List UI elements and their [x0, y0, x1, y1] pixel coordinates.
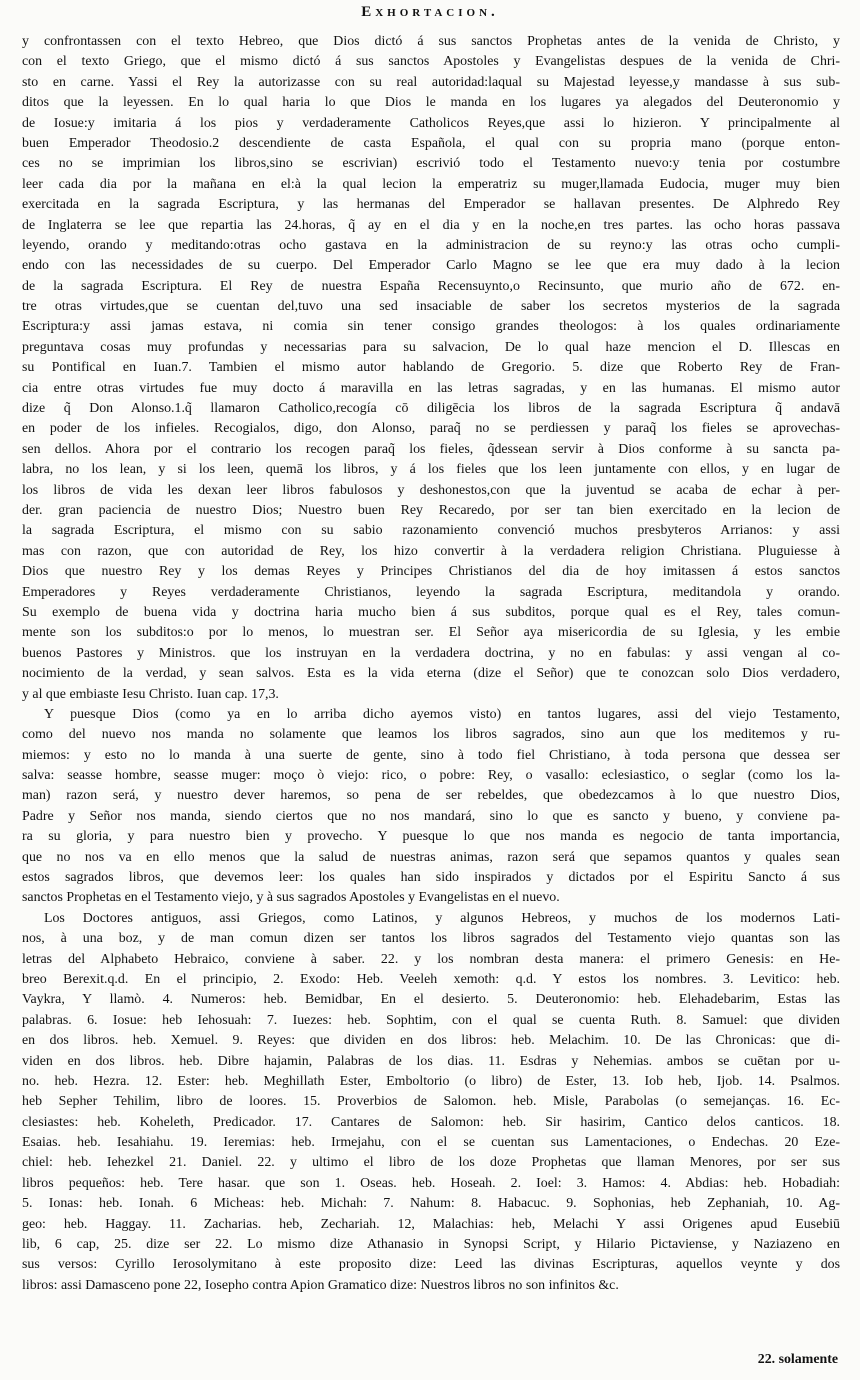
text-line: buenos Pastores y Ministros. que los instruyan en la verdadera doctrina, y no en fabulas: y assi vengan al co-: [22, 645, 840, 661]
text-line: der. gran paciencia de nuestro Dios; Nuestro buen Rey Recaredo, por ser tan bien exercitado en la lecion de: [22, 502, 840, 518]
text-line: letras del Alphabeto Hebraico, conviene à saber. 22. y los nombran desta manera: el primero Genesis: en He-: [22, 951, 840, 967]
text-line: libros: assi Damasceno pone 22, Iosepho contra Apion Gramatico dize: Nuestros libros no son infinitos &c.: [22, 1277, 619, 1293]
text-line: de Iosue:y imitaria á los pios y verdaderamente Catholicos Reyes,que assi lo hizieron. Y principalmente al: [22, 115, 840, 131]
text-line: ces no se imprimian los libros,sino se escrivian) escrivió todo el Testamento nuevo:y tenia por costumbre: [22, 156, 840, 172]
running-header: Exhortacion.: [361, 4, 499, 20]
text-line: leer cada dia por la mañana en el:à la qual lecion la emperatriz su muger,llamada Eudocia, muger muy bien: [22, 176, 840, 192]
paragraph-3: [22, 909, 840, 1296]
body-text: [22, 32, 840, 1296]
catchword: 22. solamente: [757, 1352, 838, 1367]
text-line: con el texto Griego, que el mismo dictó á sus sanctos Apostoles y Evangelistas despues de la venida de Chri-: [22, 54, 840, 70]
text-line: mas con razon, que con autoridad de Rey, los hizo convertir à la verdadera religion Christiana. Pluguiesse à: [22, 543, 840, 559]
text-line: salva: seasse hombre, seasse muger: moço ò viejo: rico, o pobre: Rey, o vasallo: eclesiastico, o seglar (como los la-: [22, 768, 840, 784]
text-line: endo con las necessidades de su cuerpo. Del Emperador Carlo Magno se lee que era muy dado à la lecion: [22, 258, 840, 274]
text-line: no. heb. Hezra. 12. Ester: heb. Meghillath Ester, Emboltorio (o libro) de Ester, 13. Iob heb, Ijob. 14. Psalmos.: [22, 1073, 840, 1089]
text-line: cia entre otras virtudes fue muy docto á maravilla en las letras sagradas, y en las humanas. El mismo autor: [22, 380, 840, 396]
text-line: exercitada en la sagrada Escriptura, y las hermanas del Emperador se hallavan presentes. De Alphredo Rey: [22, 197, 840, 213]
text-line: sen dellos. Ahora por el contrario los recogen paraq̃ los fieles, q̃dessean servir à Dios conforme à su sancta pa-: [22, 441, 840, 457]
text-line: palabras. 6. Iosue: heb Iehosuah: 7. Iuezes: heb. Sophtim, con el qual se cuenta Ruth. 8. Samuel: que dividen: [22, 1012, 840, 1028]
text-line: nocimiento de la verdad, y sean salvos. Esta es la vida eterna (dize el Señor) que te conozcan solo Dios verdadero,: [22, 666, 840, 682]
text-line: geo: heb. Haggay. 11. Zacharias. heb, Zechariah. 12, Malachias: heb, Melachi Y assi Origenes apud Eusebiū: [22, 1216, 840, 1232]
text-line: Y puesque Dios (como ya en lo arriba dicho ayemos visto) en tantos lugares, assi del viejo Testamento,: [44, 706, 840, 722]
text-line: buen Emperador Theodosio.2 descendiente de casta Española, el qual con su propria mano (porque enton-: [22, 135, 840, 151]
text-line: sanctos Prophetas en el Testamento viejo, y à sus sagrados Apostoles y Evangelistas en el nuevo.: [22, 890, 560, 906]
text-line: Padre y Señor nos manda, siendo ciertos que no nos mandará, sino lo que es sancto y bueno, y conviene pa-: [22, 808, 840, 824]
text-line: la sagrada Escriptura, el mismo con su sabio razonamiento convenció muchos presbyteros Arrianos: y assi: [22, 523, 840, 539]
text-line: Los Doctores antiguos, assi Griegos, como Latinos, y algunos Hebreos, y muchos de los modernos Lati-: [44, 910, 840, 926]
text-line: sto en carne. Yassi el Rey la autorizasse con su real autoridad:laqual su Majestad leyesse,y mandasse à sus sub-: [22, 74, 840, 90]
text-line: en dos libros. heb. Xemuel. 9. Reyes: que dividen en dos libros: heb. Melachim. 10. De las Chronicas: que di-: [22, 1033, 840, 1049]
text-line: Emperadores y Reyes verdaderamente Christianos, leyendo la sagrada Escriptura, meditandola y orando.: [22, 584, 840, 600]
text-line: man) razon será, y nuestro dever haremos, so pena de ser rebeldes, que obedezcamos à lo que nuestro Dios,: [22, 788, 840, 804]
text-line: leyendo, orando y meditando:otras ocho gastava en la administracion de su reyno:y las otras ocho cumpli-: [22, 237, 840, 253]
text-line: heb Sepher Tehilim, libro de loores. 15. Proverbios de Salomon. heb. Misle, Parabolas (o semejanças. 16. Ec-: [22, 1094, 840, 1110]
text-line: estos sagrados libros, que devemos leer: los quales han sido inspirados y dictados por el Espiritu Sancto á sus: [22, 870, 840, 886]
text-line: ra su gloria, y para nuestro bien y provecho. Y puesque lo que nos manda es negocio de tanta importancia,: [22, 829, 840, 845]
paragraph-1: [22, 32, 840, 705]
text-line: nos, à una boz, y de man comun dizen ser tantos los libros sagrados del Testamento viejo quantas son las: [22, 931, 840, 947]
text-line: ditos que la leyessen. En lo qual haria lo que Dios le manda en los lugares ya alegados del Deuteronomio y: [22, 95, 840, 111]
text-line: labra, no los lean, y si los leen, quemā los libros, y á los fieles que los leen juntamente con ellos, y en lugar de: [22, 462, 840, 478]
text-line: sus versos: Cyrillo Ierosolymitano à este proposito dize: Leed las divinas Escripturas, aquellos veynte y dos: [22, 1257, 840, 1273]
text-line: y al que embiaste Iesu Christo. Iuan cap. 17,3.: [22, 686, 279, 702]
text-line: Escriptura:y assi jamas estava, ni comia sin tener consigo grandes theologos: à los quales ordinariamente: [22, 319, 840, 335]
text-line: Su exemplo de buena vida y doctrina haria mucho bien á sus subditos, porque qual es el Rey, tales comun-: [22, 604, 840, 620]
text-line: Esaias. heb. Iesahiahu. 19. Ieremias: heb. Irmejahu, con el se cuentan sus Lamentaciones, o Endechas. 20 Eze-: [22, 1135, 840, 1151]
text-line: viden en dos libros. heb. Dibre hajamin, Palabras de los dias. 11. Esdras y Nehemias. ambos se cuētan por u-: [22, 1053, 840, 1069]
text-line: de la sagrada Escriptura. El Rey de nuestra España Recensuynto,o Recinsunto, que murio año de 672. en-: [22, 278, 840, 294]
text-line: los libros de vida les dexan leer libros fabulosos y deshonestos,con que la juventud se acaba de echar à per-: [22, 482, 840, 498]
text-line: breo Berexit.q.d. En el principio, 2. Exodo: Heb. Veeleh xemoth: q.d. Y estos los nombres. 3. Levitico: heb.: [22, 971, 840, 987]
text-line: preguntava cosas muy profundas y necessarias para su salvacion, De lo qual haze mencion el D. Illescas en: [22, 339, 840, 355]
text-line: libros pequeños: heb. Tere hasar. que son 1. Oseas. heb. Hoseah. 2. Ioel: 3. Hamos: 4. Abdias: heb. Hobadiah:: [22, 1175, 840, 1191]
text-line: dize q̃ Don Alonso.1.q̃ llamaron Catholico,recogía cō diligēcia los libros de la sagrada Escriptura q̃ andavā: [22, 401, 840, 417]
text-line: chiel: heb. Iehezkel 21. Daniel. 22. y ultimo el libro de los doze Prophetas que llaman Menores, por ser sus: [22, 1155, 840, 1171]
text-line: mente son los subditos:o por lo menos, lo muestran ser. El Señor aya misericordia de su Iglesia, y les embie: [22, 625, 840, 641]
text-line: miemos: y esto no lo manda à una suerte de gente, sino à todo fiel Christiano, à toda persona que dessea ser: [22, 747, 840, 763]
text-line: Dios que nuestro Rey y los demas Reyes y Principes Christianos del dia de hoy imitassen á estos sanctos: [22, 564, 840, 580]
text-line: y confrontassen con el texto Hebreo, que Dios dictó á sus sanctos Prophetas antes de la venida de Christo, y: [22, 34, 840, 49]
text-line: tre otras virtudes,que se cuentan del,tuvo una sed insaciable de saber los secretos mysterios de la sagrada: [22, 299, 840, 315]
text-line: en poder de los infieles. Recogialos, digo, don Alonso, paraq̃ no se perdiessen y paraq̃ los fieles se aprovechas-: [22, 421, 840, 437]
text-line: lib, 6 cap, 25. dize ser 22. Lo mismo dize Athanasio in Synopsi Script, y Hilario Pictaviense, y Naziazeno en: [22, 1237, 840, 1253]
text-line: que no nos va en ello menos que la salud de nuestras animas, razon será que sepamos quantos y quales sean: [22, 849, 840, 865]
text-line: como del nuevo nos manda no solamente que leamos los libros sagrados, sino aun que los meditemos y ru-: [22, 727, 840, 743]
text-line: de Inglaterra se lee que repartia las 24.horas, q̃ ay en el dia y en la noche,en tres partes. las ocho horas passava: [22, 217, 840, 233]
paragraph-2: [22, 705, 840, 909]
text-line: su Pontifical en Iuan.7. Tambien el mismo autor hablando de Gregorio. 5. dize que Roberto Rey de Fran-: [22, 360, 840, 376]
text-line: Vaykra, Y llamò. 4. Numeros: heb. Bemidbar, En el desierto. 5. Deuteronomio: heb. Elehadebarim, Estas las: [22, 992, 840, 1008]
text-line: 5. Ionas: heb. Ionah. 6 Micheas: heb. Michah: 7. Nahum: 8. Habacuc. 9. Sophonias, heb Zephaniah, 10. Ag-: [22, 1196, 840, 1212]
text-line: clesiastes: heb. Koheleth, Predicador. 17. Cantares de Salomon: heb. Sir hasirim, Cantico delos canticos. 18.: [22, 1114, 840, 1130]
